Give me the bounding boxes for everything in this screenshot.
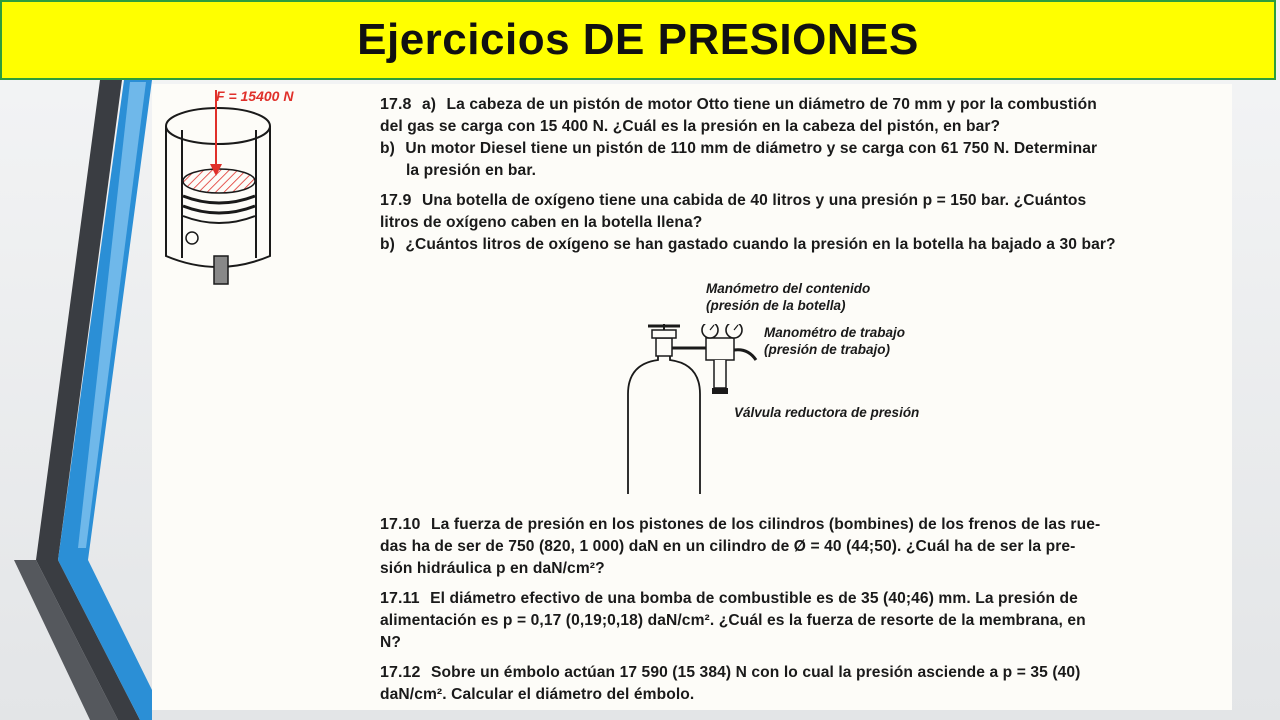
exercise-text: La cabeza de un pistón de motor Otto tiene un diámetro de 70 mm y por la combustión [446,96,1097,113]
piston-illustration [160,86,290,286]
part-label: b) [380,140,395,157]
part-label: a) [421,96,437,113]
exercise-17-10 [380,514,1220,580]
document-scan [152,84,1232,710]
exercise-17-12 [380,662,1220,706]
title-bar [0,0,1276,80]
caption-work-gauge [764,324,905,358]
exercise-number: 17.9 [380,192,412,209]
caption-text: (presión de trabajo) [764,342,891,357]
exercise-text: daN/cm². Calcular el diámetro del émbolo. [380,686,695,703]
exercise-text: alimentación es p = 0,17 (0,19;0,18) daN/cm². ¿Cuál es la fuerza de resorte de la membrana, en [380,612,1086,629]
exercise-text: ¿Cuántos litros de oxígeno se han gastado cuando la presión en la botella ha bajado a 30 bar? [405,236,1116,253]
exercise-text: del gas se carga con 15 400 N. ¿Cuál es la presión en la cabeza del pistón, en bar? [380,118,1001,135]
caption-text: (presión de la botella) [706,298,846,313]
slide-title: Ejercicios DE PRESIONES [357,15,919,64]
exercise-text: das ha de ser de 750 (820, 1 000) daN en un cilindro de Ø = 40 (44;50). ¿Cuál ha de ser la pre- [380,538,1076,555]
force-label: F = 15400 N [216,88,294,104]
exercise-number: 17.10 [380,516,421,533]
exercise-number: 17.11 [380,590,420,607]
caption-valve: Válvula reductora de presión [734,405,920,420]
exercise-17-9 [380,190,1220,256]
caption-content-gauge [706,280,870,314]
exercise-text: La fuerza de presión en los pistones de los cilindros (bombines) de los frenos de las rue- [430,516,1101,533]
exercise-text: la presión en bar. [406,162,537,179]
exercise-text: sión hidráulica p en daN/cm²? [380,560,605,577]
part-label: b) [380,236,395,253]
decorative-stripes [0,0,160,720]
exercise-17-8 [380,94,1220,182]
exercise-text: Sobre un émbolo actúan 17 590 (15 384) N con lo cual la presión asciende a p = 35 (40) [430,664,1081,681]
caption-text: Manómetro del contenido [706,281,871,296]
caption-text: Manométro de trabajo [764,325,906,340]
exercise-text: N? [380,634,401,651]
exercise-17-11 [380,588,1220,654]
exercise-text: Una botella de oxígeno tiene una cabida de 40 litros y una presión p = 150 bar. ¿Cuántos [421,192,1087,209]
exercise-text: Un motor Diesel tiene un pistón de 110 mm de diámetro y se carga con 61 750 N. Determinar [405,140,1098,157]
exercise-text: litros de oxígeno caben en la botella llena? [380,214,703,231]
exercise-number: 17.12 [380,664,421,681]
exercise-number: 17.8 [380,96,412,113]
exercise-text: El diámetro efectivo de una bomba de combustible es de 35 (40;46) mm. La presión de [430,590,1078,607]
